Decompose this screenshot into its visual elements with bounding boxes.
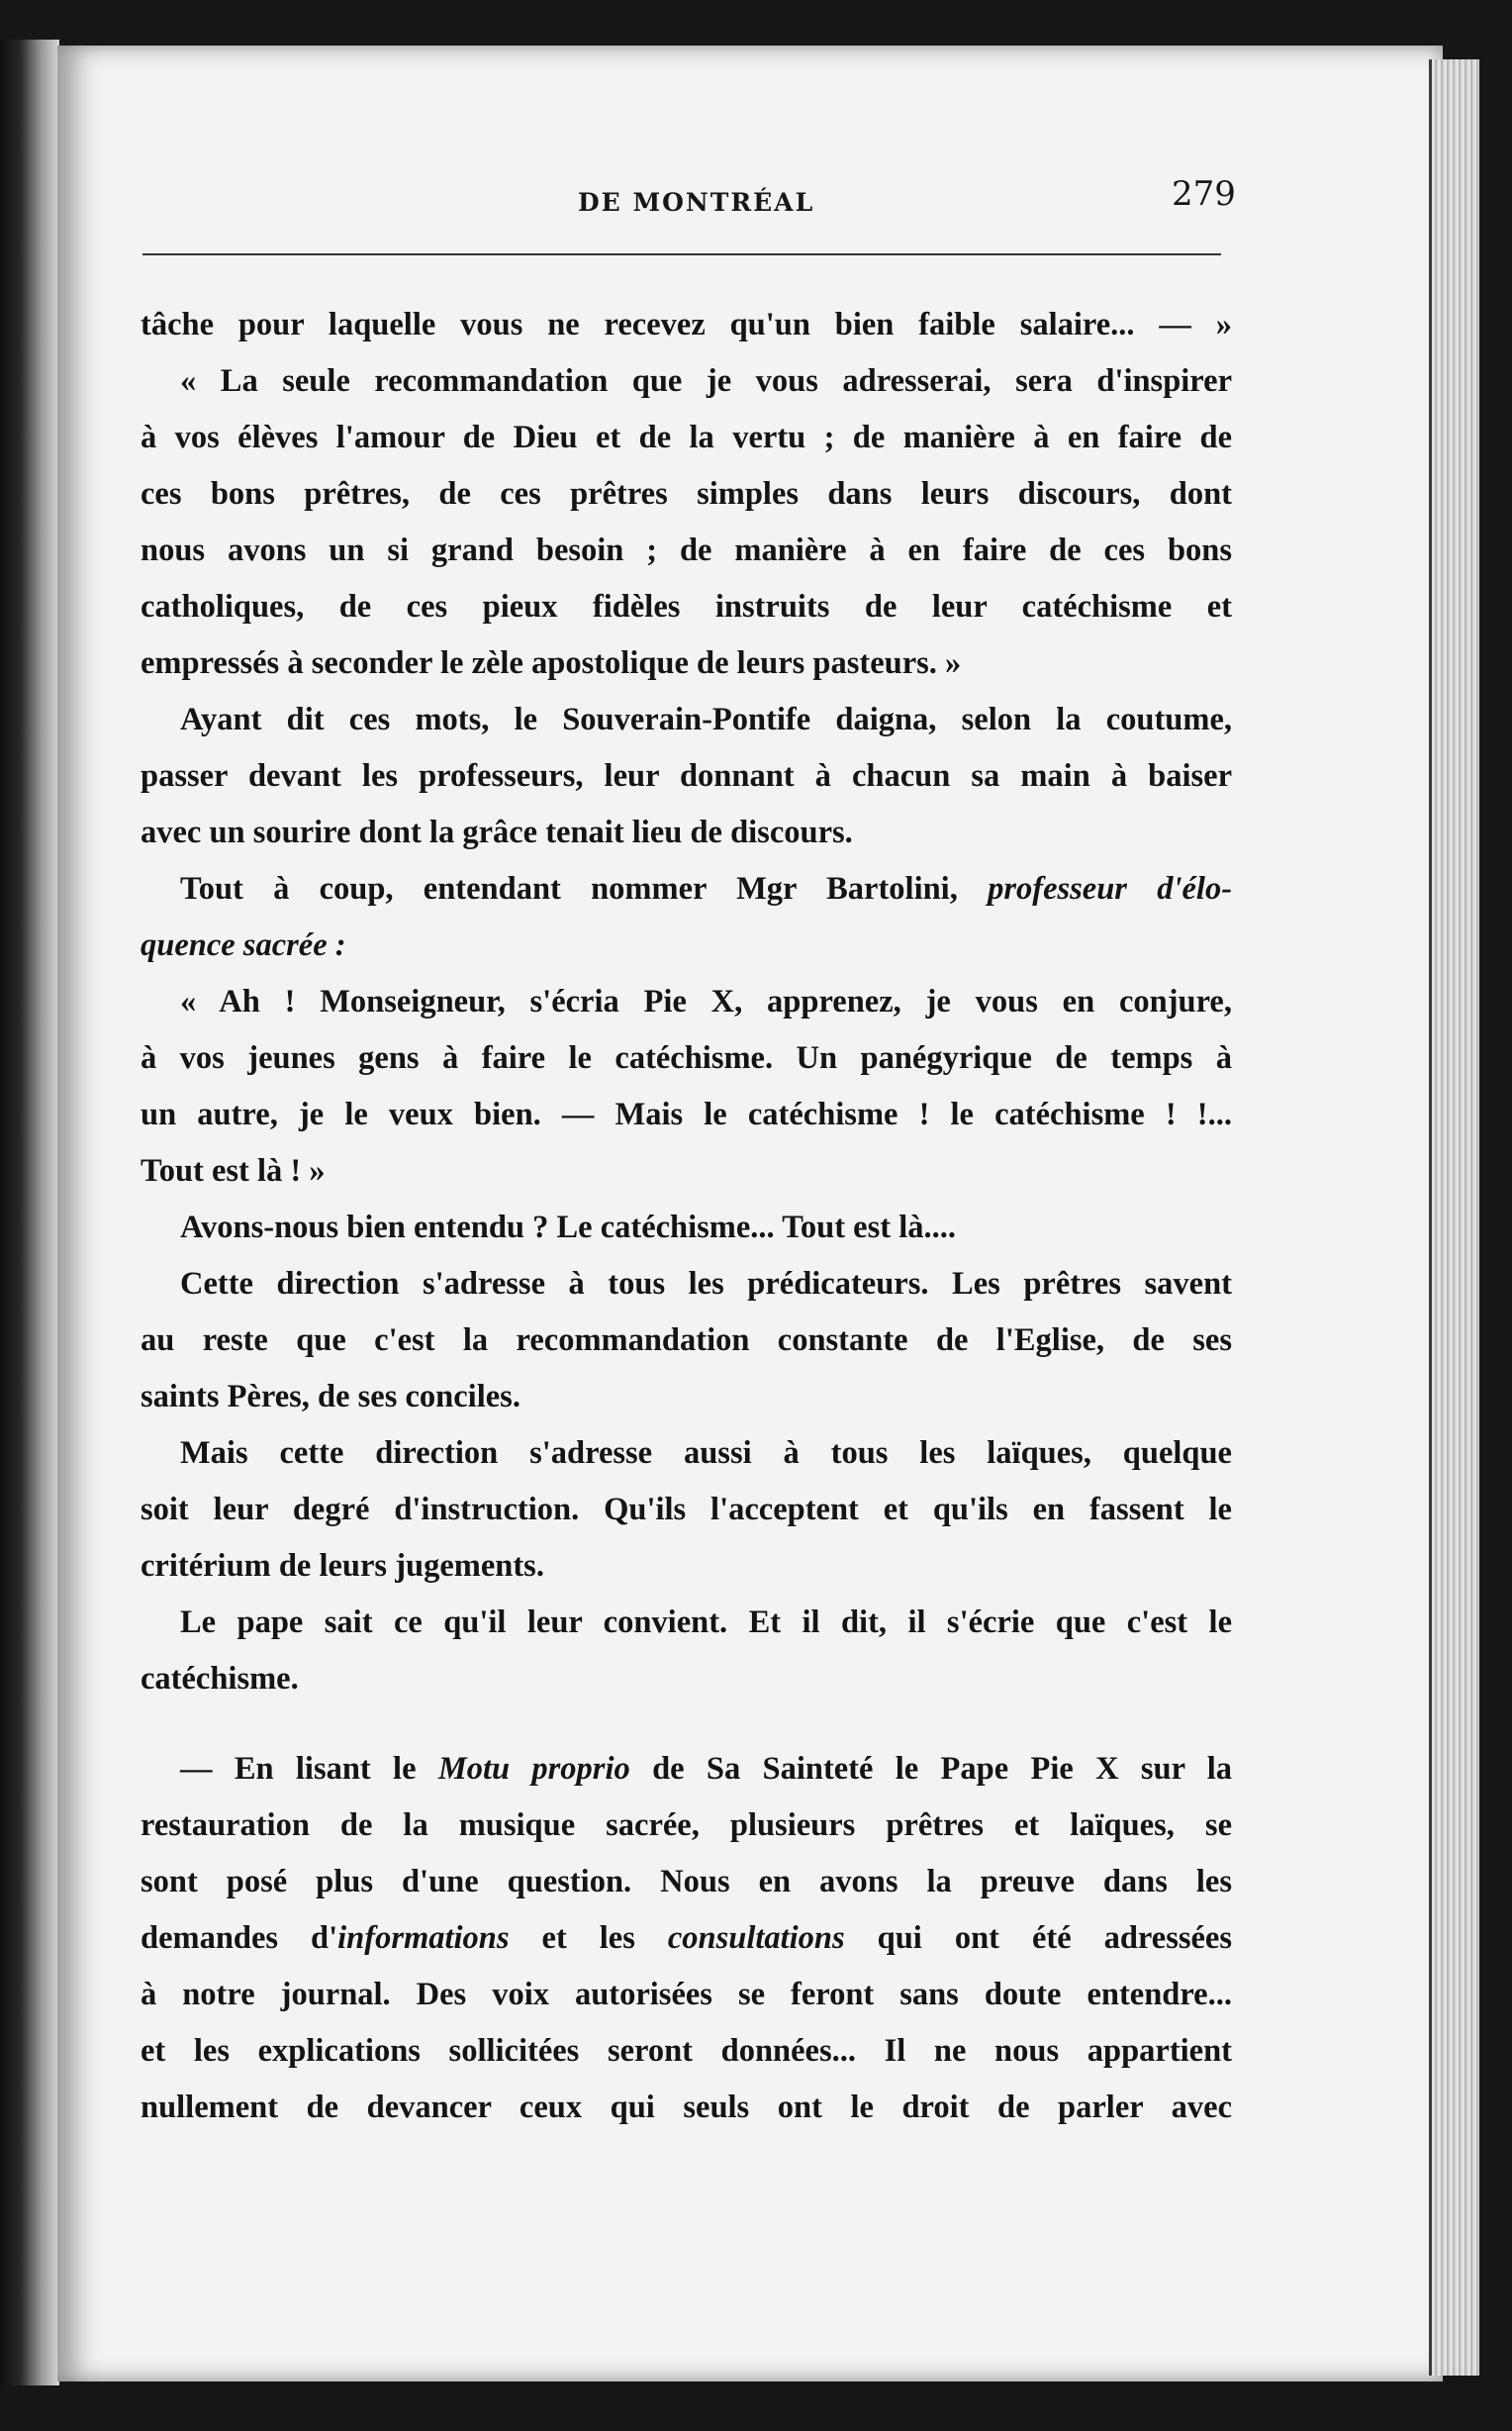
text-line: passer devant les professeurs, leur donnant à chacun sa main à baiser [141,758,1232,794]
text-line: à notre journal. Des voix autorisées se feront sans doute entendre... [141,1977,1232,2012]
text-segment: qui ont été adressées [877,1920,1232,1956]
text-line: Mais cette direction s'adresse aussi à tous les laïques, quelque [180,1435,1232,1471]
text-line: soit leur degré d'instruction. Qu'ils l'acceptent et qu'ils en fassent le [141,1492,1232,1527]
italic-segment: consultations [667,1920,845,1956]
text-line: un autre, je le veux bien. — Mais le catéchisme ! le catéchisme ! !... [141,1097,1232,1132]
text-line: nullement de devancer ceux qui seuls ont le droit de parler avec [141,2090,1232,2125]
text-line: nous avons un si grand besoin ; de manière à en faire de ces bons [141,533,1232,568]
text-segment: demandes d' [141,1920,338,1956]
text-line [141,861,1232,918]
text-line: Ayant dit ces mots, le Souverain-Pontife daigna, selon la coutume, [180,702,1232,737]
text-segment: et les [541,1920,635,1956]
text-line: critérium de leurs jugements. [141,1548,544,1584]
text-line: empressés à seconder le zèle apostolique de leurs pasteurs. » [141,645,962,681]
text-segment: — En lisant le [180,1751,417,1787]
text-line: tâche pour laquelle vous ne recevez qu'un bien faible salaire... — » [141,307,1232,342]
text-line: à vos jeunes gens à faire le catéchisme. Un panégyrique de temps à [141,1040,1232,1076]
page-number: 279 [1172,174,1236,214]
text-line: Cette direction s'adresse à tous les prédicateurs. Les prêtres savent [180,1266,1232,1302]
italic-segment: informations [337,1920,510,1956]
text-line: Avons-nous bien entendu ? Le catéchisme... Tout est là.... [180,1210,956,1245]
text-segment: de Sa Sainteté le Pape Pie X sur la [652,1751,1233,1787]
text-line: « Ah ! Monseigneur, s'écria Pie X, apprenez, je vous en conjure, [180,984,1232,1020]
text-line: catholiques, de ces pieux fidèles instruits de leur catéchisme et [141,589,1232,625]
text-line: restauration de la musique sacrée, plusieurs prêtres et laïques, se [141,1807,1232,1843]
book-gutter [0,40,59,2385]
text-line: au reste que c'est la recommandation constante de l'Eglise, de ses [141,1322,1232,1358]
text-line: et les explications sollicitées seront données... Il ne nous appartient [141,2033,1232,2069]
page-edges-fore-edge [1429,59,1479,2376]
header-rule [142,253,1221,255]
text-line: avec un sourire dont la grâce tenait lieu de discours. [141,815,853,850]
text-line [141,1910,1232,1967]
text-line: saints Pères, de ses conciles. [141,1379,520,1414]
text-line: ces bons prêtres, de ces prêtres simples dans leurs discours, dont [141,476,1232,512]
text-line: Tout est là ! » [141,1153,326,1189]
running-title: DE MONTRÉAL [578,188,815,217]
text-line: à vos élèves l'amour de Dieu et de la vertu ; de manière à en faire de [141,420,1232,455]
text-line: Le pape sait ce qu'il leur convient. Et il dit, il s'écrie que c'est le [180,1604,1232,1640]
body-text [141,297,1232,2136]
text-line: « La seule recommandation que je vous adresserai, sera d'inspirer [180,363,1232,399]
text-line [141,1741,1232,1798]
italic-segment: Motu proprio [437,1751,630,1787]
italic-segment: professeur d'élo- [988,871,1233,907]
text-line: quence sacrée : [141,927,346,963]
page-header [142,174,1236,253]
text-segment: Tout à coup, entendant nommer Mgr Bartolini, [180,871,958,907]
text-line: catéchisme. [141,1661,299,1697]
text-line: sont posé plus d'une question. Nous en avons la preuve dans les [141,1864,1232,1899]
